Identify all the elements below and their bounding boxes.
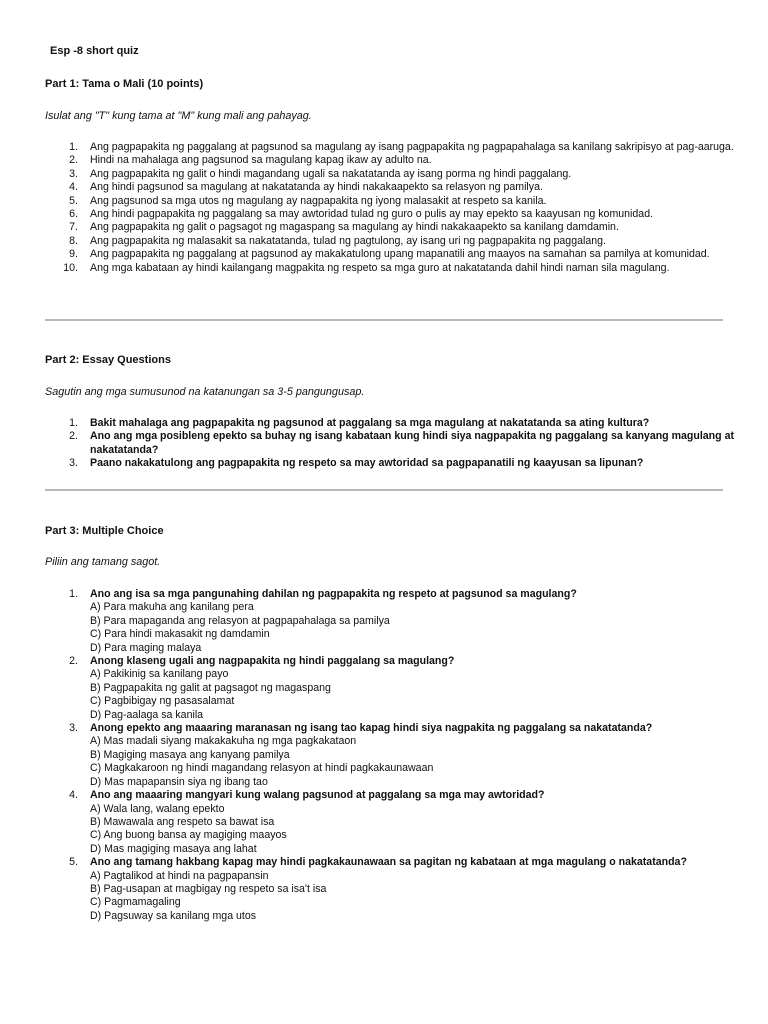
choice-d: D) Mas mapapansin siya ng ibang tao [90,775,268,788]
item-number: 2. [69,655,78,668]
question-text: Ano ang isa sa mga pangunahing dahilan ng pagpapakita ng respeto at pagsunod sa magulang? [90,588,577,600]
item-text: Ang pagsunod sa mga utos ng magulang ay nagpapakita ng iyong malasakit at respeto sa kanila. [90,194,547,207]
section-divider [45,319,723,321]
item-text: Ang pagpapakita ng galit o hindi magandang ugali sa nakatatanda ay isang porma ng hindi paggalang. [90,167,572,180]
item-text: Ang pagpapakita ng paggalang at pagsunod ay makakatulong upang mapanatili ang maayos na samahan sa pamilya at komunidad. [90,248,710,261]
question-text: Ano ang tamang hakbang kapag may hindi pagkakaunawaan sa pagitan ng kabataan at mga magulang o nakatatanda? [90,856,687,869]
mc-question [0,588,740,655]
item-number: 1. [69,417,78,429]
part2-instruction: Sagutin ang mga sumusunod na katanungan sa 3-5 pangungusap. [45,386,365,398]
item-number: 1. [69,588,78,600]
choice-c: C) Pagbibigay ng pasasalamat [90,695,235,708]
part1-heading: Part 1: Tama o Mali (10 points) [45,78,204,90]
part3-list [0,588,740,923]
choice-b: B) Mawawala ang respeto sa bawat isa [90,815,275,828]
question-text: Ano ang maaaring mangyari kung walang pagsunod at paggalang sa mga may awtoridad? [90,789,545,802]
part1-item [0,248,740,261]
item-number: 4. [69,789,78,802]
part1-item [0,154,740,167]
item-number: 3. [69,722,78,735]
item-number: 3. [69,457,78,470]
part1-item [0,221,740,234]
item-number: 4. [69,181,78,194]
item-number: 2. [69,154,78,167]
question-text: Anong epekto ang maaaring maranasan ng isang tao kapag hindi siya nagpakita ng paggalang sa nakatatanda? [90,722,653,735]
part2-item [0,417,740,430]
part2-item [0,457,740,470]
mc-question [0,655,740,722]
choice-a: A) Pakikinig sa kanilang payo [90,668,229,681]
item-text: Ang pagpapakita ng paggalang at pagsunod sa magulang ay isang pagpapakita ng pagpapahalaga sa kanilang sakripisyo at pag-aaruga. [90,141,734,153]
choice-d: D) Mas magiging masaya ang lahat [90,842,257,855]
item-text: Ang hindi pagsunod sa magulang at nakatatanda ay hindi nakakaapekto sa relasyon ng pamilya. [90,181,543,194]
part1-item [0,208,740,221]
part2-item [0,430,740,457]
part1-item [0,235,740,248]
item-number: 9. [69,248,78,261]
item-text: Paano nakakatulong ang pagpapakita ng respeto sa may awtoridad sa pagpapanatili ng kaayusan sa lipunan? [90,457,644,470]
part1-item [0,168,740,181]
choice-b: B) Para mapaganda ang relasyon at pagpapahalaga sa pamilya [90,614,390,627]
choice-d: D) Para maging malaya [90,641,202,654]
item-number: 7. [69,221,78,234]
item-number: 6. [69,208,78,221]
part2-list [0,417,740,471]
item-number: 8. [69,234,78,247]
part1-item [0,262,740,275]
item-number: 3. [69,167,78,180]
item-text: Ang hindi pagpapakita ng paggalang sa may awtoridad tulad ng guro o pulis ay may epekto sa kaayusan ng komunidad. [90,208,654,221]
choice-b: B) Pag-usapan at magbigay ng respeto sa isa't isa [90,882,327,895]
part3-heading: Part 3: Multiple Choice [45,525,164,537]
choice-a: A) Pagtalikod at hindi na pagpapansin [90,869,269,882]
choice-b: B) Pagpapakita ng galit at pagsagot ng magaspang [90,681,331,694]
part1-item [0,195,740,208]
item-number: 1. [69,141,78,153]
part1-item [0,141,740,154]
part3-instruction: Piliin ang tamang sagot. [45,556,161,568]
item-number: 5. [69,194,78,207]
choice-c: C) Ang buong bansa ay magiging maayos [90,829,287,842]
part2-heading: Part 2: Essay Questions [45,354,171,366]
choice-c: C) Magkakaroon ng hindi magandang relasyon at hindi pagkakaunawaan [90,762,434,775]
choice-d: D) Pagsuway sa kanilang mga utos [90,909,257,922]
item-text: Bakit mahalaga ang pagpapakita ng pagsunod at paggalang sa mga magulang at nakatatanda sa ating kultura? [90,417,650,429]
choice-a: A) Wala lang, walang epekto [90,802,225,815]
mc-question [0,789,740,856]
part1-item [0,181,740,194]
section-divider [45,489,723,491]
choice-a: A) Mas madali siyang makakakuha ng mga pagkakataon [90,735,357,748]
page-title: Esp -8 short quiz [50,45,139,57]
choice-c: C) Para hindi makasakit ng damdamin [90,628,270,641]
mc-question [0,856,740,923]
item-number: 10. [63,261,78,274]
item-text: Hindi na mahalaga ang pagsunod sa magulang kapag ikaw ay adulto na. [90,154,432,167]
question-text: Anong klaseng ugali ang nagpapakita ng hindi paggalang sa magulang? [90,655,455,668]
choice-d: D) Pag-aalaga sa kanila [90,708,204,721]
choice-b: B) Magiging masaya ang kanyang pamilya [90,748,290,761]
item-text: Ang mga kabataan ay hindi kailangang magpakita ng respeto sa mga guro at nakatatanda dahil hindi naman sila magulang. [90,261,670,274]
item-text: Ang pagpapakita ng galit o pagsagot ng magaspang sa magulang ay hindi nakakaapekto sa kanilang damdamin. [90,221,619,234]
item-number: 2. [69,430,78,443]
item-text: Ang pagpapakita ng malasakit sa nakatatanda, tulad ng pagtulong, ay isang uri ng pagpapakita ng paggalang. [90,234,606,247]
item-text: Ano ang mga posibleng epekto sa buhay ng isang kabataan kung hindi siya nagpapakita ng paggalang sa kanyang magulang at nakatatanda? [90,430,734,456]
mc-question [0,722,740,789]
part1-instruction: Isulat ang "T" kung tama at "M" kung mali ang pahayag. [45,110,312,122]
item-number: 5. [69,856,78,869]
part1-list [0,141,740,275]
choice-a: A) Para makuha ang kanilang pera [90,601,254,614]
choice-c: C) Pagmamagaling [90,896,181,909]
